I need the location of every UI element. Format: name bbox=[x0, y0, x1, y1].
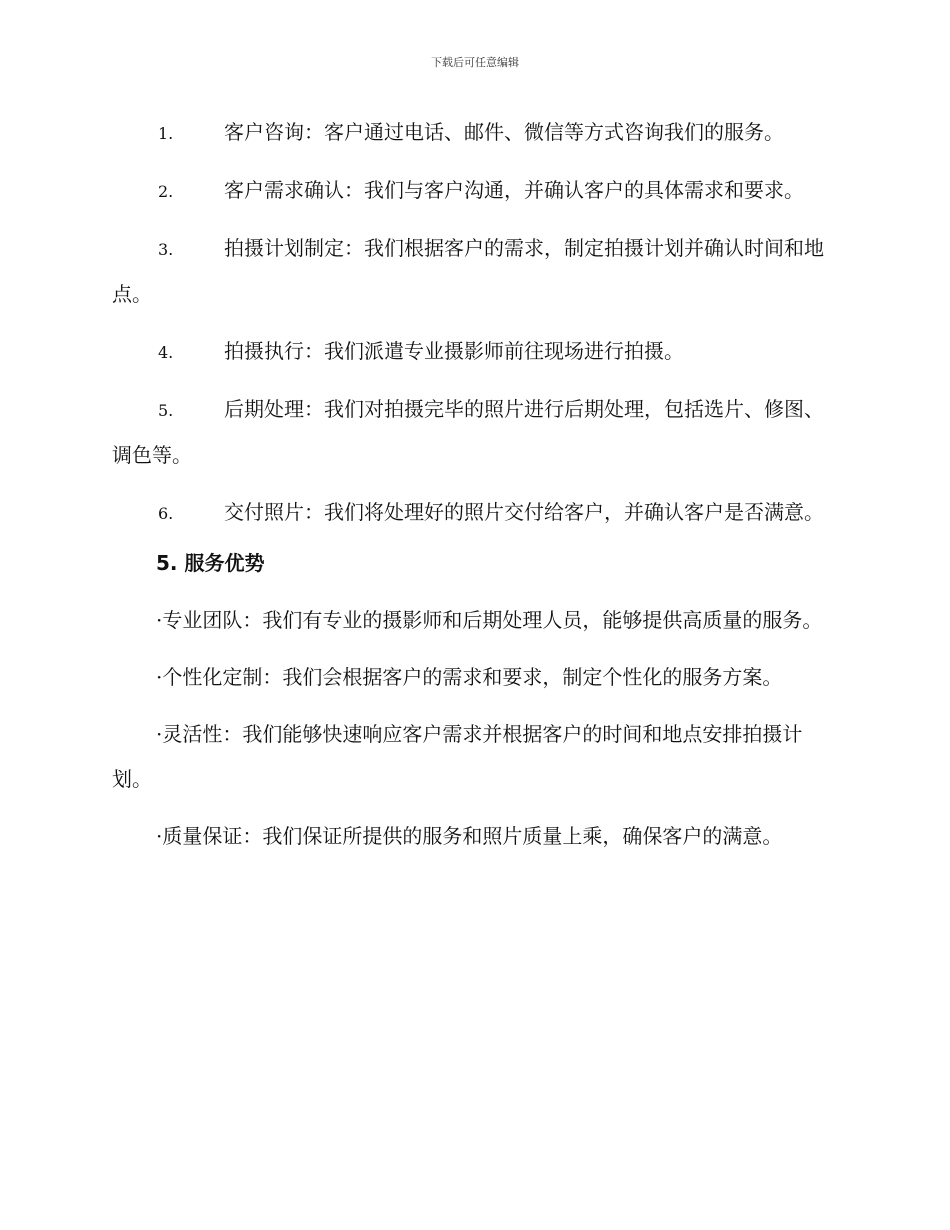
process-step-4 bbox=[112, 329, 838, 375]
advantage-item-4 bbox=[112, 814, 838, 859]
process-step-6 bbox=[112, 490, 838, 536]
advantage-text: 质量保证：我们保证所提供的服务和照片质量上乘，确保客户的满意。 bbox=[162, 824, 783, 848]
bullet-mark: · bbox=[156, 665, 163, 689]
step-number: 2. bbox=[158, 182, 174, 201]
document-body bbox=[112, 110, 838, 871]
advantage-item-3 bbox=[112, 712, 838, 802]
advantage-text: 灵活性：我们能够快速响应客户需求并根据客户的时间和地点安排拍摄计划。 bbox=[112, 722, 803, 791]
step-number: 4. bbox=[158, 343, 174, 362]
step-text: 客户咨询：客户通过电话、邮件、微信等方式咨询我们的服务。 bbox=[224, 120, 784, 144]
bullet-mark: · bbox=[156, 608, 163, 632]
advantage-item-1 bbox=[112, 598, 838, 643]
bullet-mark: · bbox=[156, 722, 163, 746]
step-text: 客户需求确认：我们与客户沟通，并确认客户的具体需求和要求。 bbox=[224, 178, 804, 202]
step-number: 5. bbox=[158, 401, 174, 420]
step-text: 拍摄计划制定：我们根据客户的需求，制定拍摄计划并确认时间和地点。 bbox=[112, 236, 824, 306]
bullet-mark: · bbox=[156, 824, 163, 848]
advantage-text: 专业团队：我们有专业的摄影师和后期处理人员，能够提供高质量的服务。 bbox=[162, 608, 823, 632]
process-step-2 bbox=[112, 168, 838, 214]
process-step-1 bbox=[112, 110, 838, 156]
step-number: 6. bbox=[158, 504, 174, 523]
step-text: 后期处理：我们对拍摄完毕的照片进行后期处理，包括选片、修图、调色等。 bbox=[112, 397, 824, 467]
process-step-5 bbox=[112, 387, 838, 478]
step-number: 3. bbox=[158, 240, 174, 259]
page-header: 下载后可任意编辑 bbox=[431, 56, 519, 69]
section-title-service-advantages: 5. 服务优势 bbox=[156, 551, 265, 575]
step-text: 交付照片：我们将处理好的照片交付给客户，并确认客户是否满意。 bbox=[224, 500, 824, 524]
step-text: 拍摄执行：我们派遣专业摄影师前往现场进行拍摄。 bbox=[224, 339, 684, 363]
step-number: 1. bbox=[158, 124, 174, 143]
process-step-3 bbox=[112, 226, 838, 317]
advantage-text: 个性化定制：我们会根据客户的需求和要求，制定个性化的服务方案。 bbox=[162, 665, 783, 689]
advantage-item-2 bbox=[112, 655, 838, 700]
